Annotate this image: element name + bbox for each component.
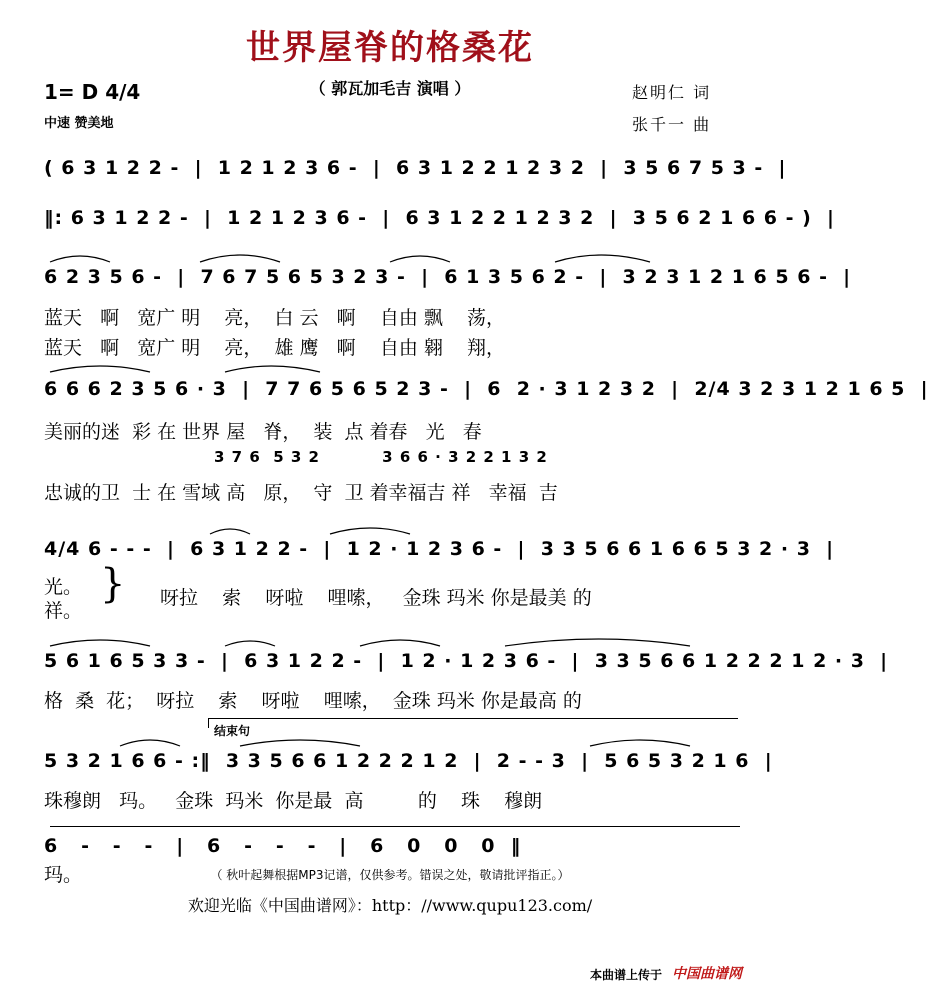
- slur: [360, 640, 440, 646]
- score-row-7: 5 3 2 1 6 6 - :‖ 3 3 5 6 6 1 2 2 2 1 2 | 2 - - 3 | 5 6 5 3 2 1 6 |: [44, 750, 773, 772]
- lyric-row-5b: 祥。: [44, 600, 83, 622]
- score-row-6: 5 6 1 6 5 3 3 - | 6 3 1 2 2 - | 1 2 · 1 2 3 6 - | 3 3 5 6 6 1 2 2 2 1 2 · 3 |: [44, 650, 889, 672]
- composer-credit: 张千一 曲: [632, 115, 712, 134]
- score-row-3: 6 2 3 5 6 - | 7 6 7 5 6 5 3 2 3 - | 6 1 3 5 6 2 - | 3 2 3 1 2 1 6 5 6 - |: [44, 266, 852, 288]
- lyric-row-3a: 蓝天 啊 宽广 明 亮， 白 云 啊 自由 飘 荡，: [44, 307, 506, 329]
- slur: [505, 639, 690, 646]
- slur: [50, 640, 150, 646]
- lyric-row-4b: 忠诚的卫 士 在 雪域 高 原， 守 卫 着幸福吉 祥 幸福 吉: [44, 482, 558, 504]
- song-title: 世界屋脊的格桑花: [246, 28, 534, 68]
- slur: [555, 255, 650, 262]
- performer-credit: （ 郭瓦加毛吉 演唱 ）: [309, 79, 471, 98]
- key-signature: 1= D 4/4: [44, 80, 141, 104]
- slur: [225, 641, 275, 646]
- lyric-row-4a: 美丽的迷 彩 在 世界 屋 脊， 装 点 着春 光 春: [44, 421, 482, 443]
- slur: [590, 740, 690, 746]
- upload-note: 本曲谱上传于: [590, 968, 663, 982]
- welcome-text: 欢迎光临《中国曲谱网》：http：//www.qupu123.com/: [187, 896, 593, 915]
- score-row-4: 6 6 6 2 3 5 6 · 3 | 7 7 6 5 6 5 2 3 - | 6 2 · 3 1 2 3 2 | 2/4 3 2 3 1 2 1 6 5 |: [44, 378, 929, 400]
- slur: [390, 256, 450, 262]
- score-row-1: ( 6 3 1 2 2 - | 1 2 1 2 3 6 - | 6 3 1 2 2 1 2 3 2 | 3 5 6 7 5 3 - |: [44, 157, 787, 179]
- tempo-marking: 中速 赞美地: [44, 116, 114, 131]
- lyric-row-5c: 呀拉 索 呀啦 哩嗦， 金珠 玛米 你是最美 的: [160, 587, 592, 609]
- slur: [50, 366, 150, 372]
- site-logo: 中国曲谱网: [672, 966, 742, 982]
- score-row-2: ‖: 6 3 1 2 2 - | 1 2 1 2 3 6 - | 6 3 1 2 2 1 2 3 2 | 3 5 6 2 1 6 6 - ) |: [44, 207, 835, 229]
- score-row-5: 4/4 6 - - - | 6 3 1 2 2 - | 1 2 · 1 2 3 6 - | 3 3 5 6 6 1 6 6 5 3 2 · 3 |: [44, 538, 835, 560]
- score-row-4-alt: 3 7 6 5 3 2 3 6 6 · 3 2 2 1 3 2: [214, 448, 548, 466]
- slur: [210, 529, 250, 534]
- lyric-row-5a: 光。: [44, 576, 83, 598]
- lyric-row-6: 格 桑 花； 呀拉 索 呀啦 哩嗦， 金珠 玛米 你是最高 的: [44, 690, 582, 712]
- lyric-row-8: 玛。: [44, 864, 83, 886]
- slur: [330, 528, 410, 534]
- slur: [50, 256, 110, 262]
- transcription-note: （ 秋叶起舞根据MP3记谱，仅供参考。错误之处，敬请批评指正。）: [210, 868, 570, 882]
- lyric-row-3b: 蓝天 啊 宽广 明 亮， 雄 鹰 啊 自由 翱 翔，: [44, 337, 506, 359]
- lyric-row-7: 珠穆朗 玛。 金珠 玛米 你是最 高 的 珠 穆朗: [44, 790, 543, 812]
- lyric-brace: }: [100, 561, 126, 607]
- lyricist-credit: 赵明仁 词: [632, 83, 712, 102]
- slur: [240, 740, 360, 746]
- score-row-8: 6 - - - | 6 - - - | 6 0 0 0 ‖: [44, 835, 522, 857]
- slur: [200, 255, 280, 262]
- ending-label: 结束句: [214, 724, 251, 738]
- slur: [225, 366, 320, 372]
- slur: [120, 740, 180, 746]
